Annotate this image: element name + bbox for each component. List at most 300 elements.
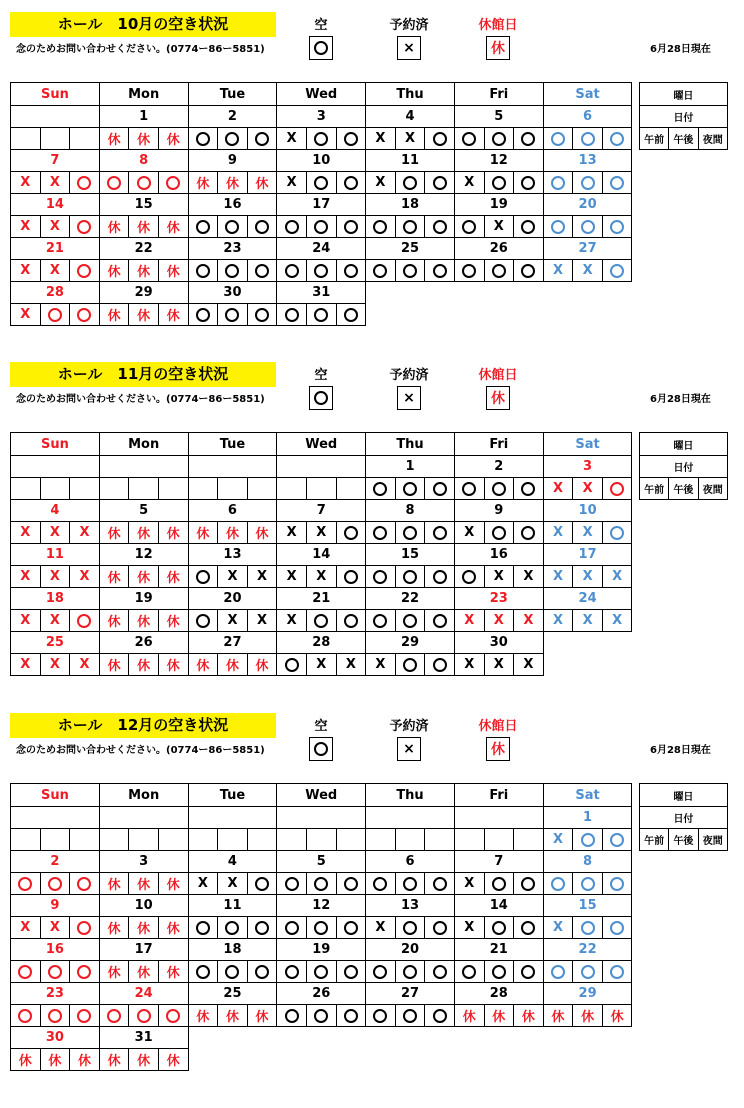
date-cell: 23 xyxy=(188,238,277,260)
available-mark xyxy=(314,264,328,278)
slot-cell xyxy=(40,172,70,194)
slot-cell xyxy=(70,172,100,194)
available-mark xyxy=(344,877,358,891)
slot-cell xyxy=(336,654,366,676)
closed-mark: 休 xyxy=(196,1010,210,1025)
inquiry-note: 念のためお問い合わせください。(0774ー86ー5851) xyxy=(16,44,265,55)
available-mark xyxy=(581,176,595,190)
reserved-mark: X xyxy=(316,569,327,584)
reserved-mark: X xyxy=(20,219,31,234)
slot-cell xyxy=(247,829,277,851)
slot-cell xyxy=(70,304,100,326)
slot-cell xyxy=(158,478,188,500)
slot-cell xyxy=(247,917,277,939)
slot-cell xyxy=(454,128,484,150)
slot-cell xyxy=(247,478,277,500)
closed-mark: 休 xyxy=(137,265,151,280)
available-mark xyxy=(196,965,210,979)
reserved-mark: X xyxy=(227,876,238,891)
available-mark xyxy=(433,176,447,190)
key-slot-label: 午前 xyxy=(640,478,669,500)
reserved-mark: X xyxy=(552,525,563,540)
available-mark xyxy=(48,308,62,322)
date-cell xyxy=(11,456,100,478)
slot-cell xyxy=(129,1005,159,1027)
slot-cell xyxy=(129,260,159,282)
slot-cell xyxy=(218,654,248,676)
reserved-mark: X xyxy=(20,569,31,584)
slot-cell xyxy=(99,304,129,326)
slot-cell xyxy=(129,829,159,851)
reserved-mark: X xyxy=(286,525,297,540)
slot-cell xyxy=(514,304,544,326)
available-mark xyxy=(433,658,447,672)
date-cell: 23 xyxy=(454,588,543,610)
slot-cell xyxy=(573,917,603,939)
slot-cell xyxy=(573,1005,603,1027)
available-mark xyxy=(492,877,506,891)
date-cell: 21 xyxy=(277,588,366,610)
slot-cell xyxy=(277,961,307,983)
date-cell: 12 xyxy=(99,544,188,566)
available-mark xyxy=(48,877,62,891)
reserved-mark: X xyxy=(20,307,31,322)
legend-symbol: 休 xyxy=(486,386,510,410)
slot-cell xyxy=(40,1049,70,1071)
available-mark xyxy=(373,570,387,584)
slot-row xyxy=(11,873,632,895)
available-mark xyxy=(314,132,328,146)
available-mark xyxy=(196,614,210,628)
available-mark xyxy=(403,658,417,672)
available-mark xyxy=(255,877,269,891)
slot-cell xyxy=(573,128,603,150)
available-mark xyxy=(521,877,535,891)
reserved-mark: X xyxy=(552,920,563,935)
reserved-mark: X xyxy=(464,657,475,672)
available-mark xyxy=(314,220,328,234)
date-cell: 30 xyxy=(188,282,277,304)
slot-row xyxy=(11,216,632,238)
available-mark xyxy=(285,1009,299,1023)
closed-mark: 休 xyxy=(492,1010,506,1025)
key-slot-label: 午後 xyxy=(669,829,698,851)
slot-cell xyxy=(543,172,573,194)
date-cell: 19 xyxy=(277,939,366,961)
available-mark xyxy=(107,176,121,190)
slot-cell xyxy=(129,522,159,544)
date-cell: 10 xyxy=(277,150,366,172)
slot-cell xyxy=(484,522,514,544)
date-cell: 10 xyxy=(99,895,188,917)
closed-mark: 休 xyxy=(107,659,121,674)
slot-cell xyxy=(277,216,307,238)
slot-cell xyxy=(573,260,603,282)
date-cell: 1 xyxy=(543,807,632,829)
slot-cell xyxy=(573,172,603,194)
legend-symbol: 休 xyxy=(486,36,510,60)
slot-cell xyxy=(425,172,455,194)
date-row xyxy=(11,282,632,304)
date-row xyxy=(11,983,632,1005)
slot-cell xyxy=(425,522,455,544)
slot-cell xyxy=(484,829,514,851)
date-row xyxy=(11,150,632,172)
reserved-mark: X xyxy=(286,175,297,190)
date-cell: 5 xyxy=(99,500,188,522)
reserved-mark: X xyxy=(375,131,386,146)
slot-cell xyxy=(99,522,129,544)
slot-cell xyxy=(336,478,366,500)
slot-cell xyxy=(129,961,159,983)
closed-mark: 休 xyxy=(107,265,121,280)
available-mark xyxy=(314,877,328,891)
slot-cell xyxy=(277,1049,307,1071)
slot-cell xyxy=(514,478,544,500)
slot-cell xyxy=(218,260,248,282)
slot-cell xyxy=(188,917,218,939)
date-cell: 5 xyxy=(454,106,543,128)
legend-label: 休館日 xyxy=(478,719,518,734)
slot-cell xyxy=(484,128,514,150)
available-mark xyxy=(610,877,624,891)
date-cell: 31 xyxy=(99,1027,188,1049)
slot-cell xyxy=(306,961,336,983)
date-cell: 20 xyxy=(188,588,277,610)
available-mark xyxy=(581,132,595,146)
reserved-mark: X xyxy=(464,613,475,628)
date-cell xyxy=(277,1027,366,1049)
slot-cell xyxy=(484,172,514,194)
closed-mark: 休 xyxy=(77,1054,91,1069)
reserved-mark: X xyxy=(493,569,504,584)
date-cell: 8 xyxy=(366,500,455,522)
slot-cell xyxy=(573,216,603,238)
slot-row xyxy=(11,522,632,544)
slot-cell xyxy=(129,610,159,632)
closed-mark: 休 xyxy=(225,177,239,192)
date-cell: 30 xyxy=(11,1027,100,1049)
weekday-header-row xyxy=(11,784,632,807)
slot-cell xyxy=(188,610,218,632)
available-mark xyxy=(344,264,358,278)
legend-symbol: × xyxy=(397,737,421,761)
slot-cell xyxy=(70,216,100,238)
date-cell: 26 xyxy=(277,983,366,1005)
slot-cell xyxy=(514,873,544,895)
available-mark xyxy=(77,264,91,278)
slot-cell xyxy=(306,304,336,326)
slot-cell xyxy=(484,610,514,632)
slot-cell xyxy=(306,610,336,632)
date-cell: 25 xyxy=(188,983,277,1005)
slot-cell xyxy=(158,873,188,895)
available-mark xyxy=(433,264,447,278)
date-cell: 7 xyxy=(277,500,366,522)
key-slot-label: 夜間 xyxy=(698,829,727,851)
slot-cell xyxy=(11,654,41,676)
slot-cell xyxy=(247,260,277,282)
date-cell: 8 xyxy=(543,851,632,873)
available-mark xyxy=(344,176,358,190)
slot-cell xyxy=(336,216,366,238)
slot-cell xyxy=(70,873,100,895)
reserved-mark: X xyxy=(286,131,297,146)
slot-cell xyxy=(484,260,514,282)
reserved-mark: X xyxy=(257,569,268,584)
available-mark xyxy=(166,1009,180,1023)
weekday-header: Wed xyxy=(277,433,366,456)
date-cell xyxy=(366,1027,455,1049)
available-mark xyxy=(255,308,269,322)
inquiry-note: 念のためお問い合わせください。(0774ー86ー5851) xyxy=(16,394,265,405)
slot-cell xyxy=(454,1049,484,1071)
available-mark xyxy=(314,965,328,979)
available-mark xyxy=(433,614,447,628)
closed-mark: 休 xyxy=(137,615,151,630)
available-mark xyxy=(196,132,210,146)
slot-cell xyxy=(306,873,336,895)
slot-cell xyxy=(366,566,396,588)
date-cell: 2 xyxy=(188,106,277,128)
slot-cell xyxy=(395,522,425,544)
available-mark xyxy=(462,570,476,584)
slot-cell xyxy=(395,566,425,588)
slot-cell xyxy=(218,304,248,326)
date-cell: 12 xyxy=(277,895,366,917)
slot-cell xyxy=(40,917,70,939)
slot-cell xyxy=(484,478,514,500)
slot-cell xyxy=(218,873,248,895)
slot-row xyxy=(11,172,632,194)
slot-cell xyxy=(70,829,100,851)
slot-cell xyxy=(573,566,603,588)
closed-mark: 休 xyxy=(107,221,121,236)
slot-cell xyxy=(99,172,129,194)
month-title: ホール 12月の空き状況 xyxy=(10,713,276,738)
available-mark xyxy=(314,176,328,190)
slot-cell xyxy=(454,610,484,632)
available-mark xyxy=(255,921,269,935)
closed-mark: 休 xyxy=(581,1010,595,1025)
slot-cell xyxy=(602,172,632,194)
reserved-mark: X xyxy=(49,263,60,278)
slot-cell xyxy=(247,522,277,544)
date-cell: 28 xyxy=(277,632,366,654)
weekday-header: Sat xyxy=(543,784,632,807)
slot-cell xyxy=(11,566,41,588)
date-cell xyxy=(188,807,277,829)
slot-cell xyxy=(70,566,100,588)
slot-cell xyxy=(602,829,632,851)
date-cell: 22 xyxy=(366,588,455,610)
available-mark xyxy=(77,614,91,628)
date-cell xyxy=(99,807,188,829)
slot-cell xyxy=(40,522,70,544)
date-cell: 2 xyxy=(11,851,100,873)
date-cell: 14 xyxy=(277,544,366,566)
available-mark xyxy=(285,877,299,891)
slot-row xyxy=(11,260,632,282)
slot-cell xyxy=(11,917,41,939)
slot-cell xyxy=(366,172,396,194)
as-of-date: 6月28日現在 xyxy=(650,44,711,55)
slot-cell xyxy=(11,172,41,194)
weekday-header: Sun xyxy=(11,83,100,106)
available-mark xyxy=(18,965,32,979)
reserved-mark: X xyxy=(582,263,593,278)
slot-cell xyxy=(99,478,129,500)
available-mark xyxy=(344,132,358,146)
slot-cell xyxy=(543,829,573,851)
date-cell xyxy=(366,807,455,829)
date-row xyxy=(11,456,632,478)
weekday-header: Wed xyxy=(277,784,366,807)
slot-row xyxy=(11,1049,632,1071)
available-mark xyxy=(521,921,535,935)
slot-row xyxy=(11,1005,632,1027)
slot-cell xyxy=(573,610,603,632)
date-cell xyxy=(11,106,100,128)
slot-cell xyxy=(366,961,396,983)
available-mark xyxy=(433,482,447,496)
available-mark xyxy=(610,526,624,540)
slot-cell xyxy=(366,1049,396,1071)
available-mark xyxy=(610,921,624,935)
slot-cell xyxy=(218,172,248,194)
slot-cell xyxy=(158,304,188,326)
reserved-mark: X xyxy=(552,263,563,278)
slot-cell xyxy=(188,654,218,676)
slot-cell xyxy=(484,216,514,238)
slot-cell xyxy=(395,873,425,895)
closed-mark: 休 xyxy=(137,878,151,893)
weekday-header: Mon xyxy=(99,433,188,456)
slot-cell xyxy=(247,654,277,676)
slot-cell xyxy=(514,829,544,851)
available-mark xyxy=(344,614,358,628)
slot-cell xyxy=(366,1005,396,1027)
slot-cell xyxy=(99,873,129,895)
slot-cell xyxy=(218,216,248,238)
reserved-mark: X xyxy=(582,525,593,540)
slot-cell xyxy=(336,128,366,150)
slot-cell xyxy=(99,260,129,282)
date-cell: 1 xyxy=(366,456,455,478)
date-cell: 9 xyxy=(188,150,277,172)
available-mark xyxy=(433,132,447,146)
weekday-header-row xyxy=(11,433,632,456)
closed-mark: 休 xyxy=(18,1054,32,1069)
available-mark xyxy=(433,220,447,234)
slot-key xyxy=(639,432,728,500)
slot-cell xyxy=(366,522,396,544)
available-mark xyxy=(373,264,387,278)
slot-cell xyxy=(247,172,277,194)
slot-cell xyxy=(11,1049,41,1071)
slot-cell xyxy=(543,873,573,895)
slot-cell xyxy=(573,829,603,851)
closed-mark: 休 xyxy=(137,221,151,236)
slot-cell xyxy=(336,522,366,544)
reserved-mark: X xyxy=(582,613,593,628)
available-mark xyxy=(403,264,417,278)
slot-cell xyxy=(366,654,396,676)
closed-mark: 休 xyxy=(166,922,180,937)
slot-cell xyxy=(514,216,544,238)
closed-mark: 休 xyxy=(137,309,151,324)
slot-cell xyxy=(158,566,188,588)
available-mark xyxy=(225,220,239,234)
available-mark xyxy=(314,614,328,628)
available-mark xyxy=(373,526,387,540)
reserved-mark: X xyxy=(286,569,297,584)
key-weekday-label: 曜日 xyxy=(640,784,728,807)
slot-cell xyxy=(218,610,248,632)
slot-cell xyxy=(602,522,632,544)
slot-cell xyxy=(40,654,70,676)
slot-cell xyxy=(306,1049,336,1071)
slot-cell xyxy=(573,1049,603,1071)
available-mark xyxy=(403,965,417,979)
reserved-mark: X xyxy=(582,481,593,496)
available-mark xyxy=(521,132,535,146)
slot-cell xyxy=(395,304,425,326)
slot-cell xyxy=(425,304,455,326)
available-mark xyxy=(521,176,535,190)
available-mark xyxy=(285,220,299,234)
slot-cell xyxy=(277,917,307,939)
closed-mark: 休 xyxy=(107,922,121,937)
slot-row xyxy=(11,478,632,500)
closed-mark: 休 xyxy=(255,1010,269,1025)
slot-cell xyxy=(277,128,307,150)
key-slot-label: 午前 xyxy=(640,128,669,150)
slot-cell xyxy=(11,829,41,851)
available-mark xyxy=(610,264,624,278)
slot-cell xyxy=(70,654,100,676)
slot-cell xyxy=(188,260,218,282)
slot-cell xyxy=(573,654,603,676)
date-cell: 24 xyxy=(543,588,632,610)
legend-symbol xyxy=(309,737,333,761)
slot-cell xyxy=(70,522,100,544)
available-mark xyxy=(225,264,239,278)
reserved-mark: X xyxy=(20,613,31,628)
slot-cell xyxy=(602,654,632,676)
available-mark xyxy=(403,877,417,891)
slot-cell xyxy=(277,172,307,194)
legend-label: 休館日 xyxy=(478,18,518,33)
available-mark xyxy=(492,482,506,496)
reserved-mark: X xyxy=(582,569,593,584)
slot-cell xyxy=(366,304,396,326)
date-cell: 29 xyxy=(99,282,188,304)
closed-mark: 休 xyxy=(137,527,151,542)
closed-mark: 休 xyxy=(610,1010,624,1025)
closed-mark: 休 xyxy=(166,265,180,280)
month-section xyxy=(0,362,744,702)
slot-cell xyxy=(573,304,603,326)
date-cell xyxy=(543,1027,632,1049)
slot-cell xyxy=(543,216,573,238)
date-cell: 5 xyxy=(277,851,366,873)
slot-cell xyxy=(277,1005,307,1027)
closed-mark: 休 xyxy=(166,878,180,893)
date-cell: 15 xyxy=(366,544,455,566)
key-slot-label: 夜間 xyxy=(698,478,727,500)
slot-cell xyxy=(218,829,248,851)
